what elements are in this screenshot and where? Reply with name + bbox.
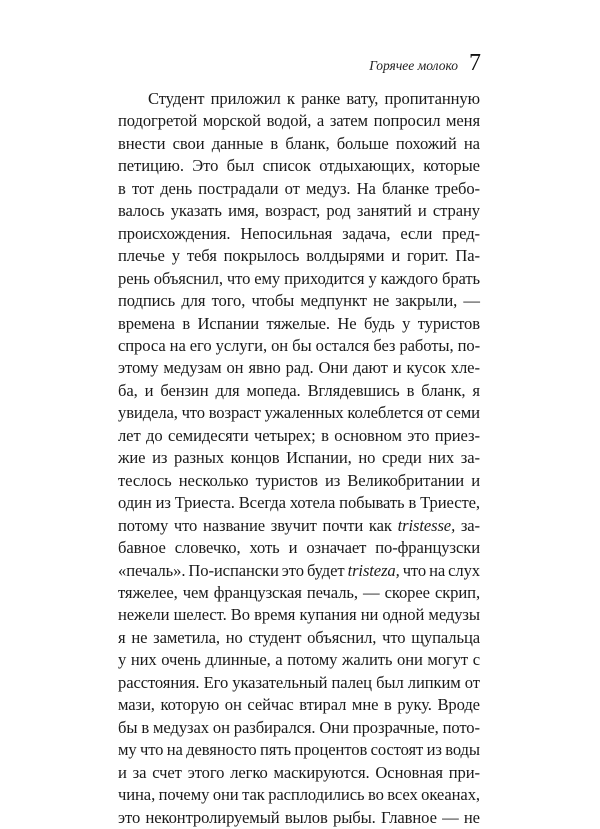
- word: медузы: [428, 605, 480, 625]
- word: хоть: [249, 538, 280, 558]
- word: руку.: [397, 695, 432, 715]
- word: за: [132, 762, 147, 782]
- word: задача,: [342, 223, 391, 243]
- word: каждого: [380, 268, 438, 288]
- word: что: [402, 560, 427, 580]
- word: tristeza,: [347, 560, 400, 580]
- word: а: [316, 111, 325, 131]
- word: тяжелее,: [118, 582, 178, 602]
- word: жалить: [342, 650, 393, 670]
- word: на: [429, 560, 446, 580]
- word: пять: [260, 740, 291, 760]
- word: му: [118, 740, 137, 760]
- word: попросил: [373, 111, 441, 131]
- word: пропитанную: [384, 89, 480, 108]
- word: на: [169, 335, 186, 355]
- word: кусок: [406, 358, 446, 378]
- word: он: [224, 695, 242, 715]
- word: почти: [322, 515, 364, 535]
- word: от: [464, 672, 480, 692]
- word: это: [118, 807, 141, 827]
- word: на: [463, 133, 480, 153]
- word: из: [324, 470, 341, 490]
- word: печаль,: [306, 582, 358, 602]
- word: от: [427, 403, 443, 423]
- text-line: [118, 313, 480, 335]
- word: маскируются.: [273, 762, 370, 782]
- running-title: Горячее молоко: [369, 58, 458, 73]
- word: прозрачные,: [352, 717, 439, 737]
- word: По-испански: [188, 560, 279, 580]
- word: чина,: [118, 785, 156, 805]
- word: и: [392, 358, 402, 378]
- text-line: [118, 470, 480, 492]
- word: девяносто: [186, 740, 257, 760]
- word: был: [226, 156, 255, 176]
- word: французская: [213, 582, 302, 602]
- word: возраст,: [265, 201, 321, 221]
- word: подпись: [118, 291, 176, 311]
- word: брать: [441, 268, 480, 288]
- word: лет: [118, 425, 141, 445]
- word: —: [442, 807, 459, 827]
- word: Непосильная: [240, 223, 333, 243]
- word: что: [139, 740, 164, 760]
- word: заметила,: [153, 627, 220, 647]
- word: Это: [192, 156, 219, 176]
- word: несколько: [178, 470, 249, 490]
- word: чтобы: [251, 291, 295, 311]
- word: у: [368, 268, 377, 288]
- word: Испании,: [286, 448, 352, 468]
- word: был: [376, 672, 404, 692]
- word: приез-: [434, 425, 480, 445]
- word: будет: [306, 560, 345, 580]
- word: студент: [248, 627, 302, 647]
- word: скорее: [384, 582, 430, 602]
- word: у: [118, 650, 127, 670]
- word: на: [166, 740, 183, 760]
- word: он: [226, 358, 244, 378]
- word: ему: [254, 268, 281, 288]
- word: которые: [423, 156, 480, 176]
- word: скрип,: [434, 582, 480, 602]
- word: Они: [318, 358, 348, 378]
- text-line: [118, 268, 480, 290]
- word: остался: [315, 335, 370, 355]
- word: Основная: [375, 762, 443, 782]
- word: семидесяти: [167, 425, 249, 445]
- word: состоят: [370, 740, 424, 760]
- word: волдырями: [306, 246, 385, 266]
- word: горит.: [407, 246, 449, 266]
- word: чем: [182, 582, 209, 602]
- word: время: [254, 605, 296, 625]
- word: из: [152, 448, 168, 468]
- word: шелест.: [173, 605, 227, 625]
- text-line: [118, 290, 480, 312]
- word: что: [382, 627, 406, 647]
- word: вылов: [284, 807, 328, 827]
- word: tristesse,: [397, 515, 456, 535]
- word: «печаль».: [118, 560, 186, 580]
- text-line: [118, 560, 480, 582]
- word: рыбы.: [333, 807, 376, 827]
- word: увидела,: [118, 403, 178, 423]
- text-line: [118, 515, 480, 537]
- word: семи: [446, 403, 480, 423]
- word: они: [212, 785, 239, 805]
- text-line: [118, 627, 480, 649]
- word: имя,: [228, 201, 259, 221]
- word: ранке: [301, 89, 341, 108]
- word: пото-: [442, 717, 480, 737]
- word: счет: [152, 762, 182, 782]
- word: расплодились: [268, 785, 365, 805]
- word: и: [471, 470, 480, 490]
- word: спроса: [118, 335, 166, 355]
- word: хотела: [289, 493, 336, 513]
- word: среди: [382, 448, 422, 468]
- word: медузах: [153, 717, 209, 737]
- word: что: [181, 403, 205, 423]
- word: ужаленных: [264, 403, 344, 423]
- word: из: [426, 740, 442, 760]
- word: и: [417, 201, 427, 221]
- word: требо-: [435, 178, 480, 198]
- word: —: [362, 582, 380, 602]
- word: бланк,: [421, 380, 466, 400]
- word: того,: [211, 291, 246, 311]
- word: всех: [387, 785, 418, 805]
- word: и: [391, 246, 401, 266]
- word: что: [226, 268, 251, 288]
- text-line: [118, 604, 480, 626]
- word: свои: [172, 133, 205, 153]
- word: и: [144, 380, 154, 400]
- word: рень: [118, 268, 150, 288]
- word: бланк,: [285, 133, 330, 153]
- word: купания: [299, 605, 357, 625]
- word: в: [321, 425, 329, 445]
- word: день: [160, 178, 193, 198]
- word: На: [356, 178, 376, 198]
- word: нежели: [118, 605, 170, 625]
- word: сейчас: [247, 695, 294, 715]
- word: внести: [118, 133, 166, 153]
- word: медузам: [163, 358, 222, 378]
- text-line: [118, 649, 480, 671]
- word: данные: [211, 133, 264, 153]
- word: вату,: [346, 89, 379, 108]
- word: Всегда: [238, 493, 286, 513]
- word: во: [367, 785, 384, 805]
- word: если: [400, 223, 433, 243]
- word: тяжелые.: [266, 313, 330, 333]
- word: них: [130, 650, 157, 670]
- text-line: [118, 88, 480, 110]
- word: тот: [131, 178, 155, 198]
- word: я: [118, 627, 126, 647]
- word: медуз.: [305, 178, 351, 198]
- word: по-французски: [375, 538, 480, 558]
- text-line: [118, 380, 480, 402]
- word: процентов: [294, 740, 368, 760]
- text-line: [118, 402, 480, 424]
- text-line: [118, 672, 480, 694]
- word: закрыли,: [395, 291, 458, 311]
- word: приложил: [210, 89, 281, 108]
- word: втирал: [299, 695, 347, 715]
- word: рад.: [285, 358, 314, 378]
- word: воды: [445, 740, 480, 760]
- word: туристов: [417, 313, 480, 333]
- word: означает: [306, 538, 367, 558]
- word: мне: [351, 695, 379, 715]
- word: будь: [363, 313, 395, 333]
- word: и: [118, 762, 127, 782]
- word: указательный: [232, 672, 328, 692]
- text-line: [118, 223, 480, 245]
- word: а: [275, 650, 283, 670]
- word: Главное: [380, 807, 437, 827]
- word: объяснил,: [153, 268, 223, 288]
- word: меня: [446, 111, 480, 131]
- word: звучит: [270, 515, 317, 535]
- word: словечко,: [174, 538, 241, 558]
- word: но: [225, 627, 243, 647]
- word: указать: [170, 201, 222, 221]
- word: бавное: [118, 538, 166, 558]
- word: что: [173, 515, 198, 535]
- word: петицию.: [118, 156, 184, 176]
- word: отдыхающих,: [319, 156, 415, 176]
- word: валось: [118, 201, 165, 221]
- word: времена: [118, 313, 175, 333]
- word: в: [182, 313, 191, 333]
- word: покрылось: [223, 246, 300, 266]
- word: пострадали: [198, 178, 279, 198]
- word: они: [397, 650, 423, 670]
- text-line: [118, 335, 480, 357]
- page-number: 7: [469, 50, 481, 76]
- word: водой,: [266, 111, 312, 131]
- word: разных: [174, 448, 224, 468]
- word: так: [242, 785, 265, 805]
- word: которую: [160, 695, 220, 715]
- word: —: [463, 291, 480, 311]
- running-head: [369, 51, 481, 75]
- word: бы: [292, 335, 312, 355]
- word: явно: [248, 358, 281, 378]
- word: при-: [448, 762, 480, 782]
- word: один: [118, 493, 152, 513]
- word: очень: [161, 650, 201, 670]
- word: в: [408, 493, 417, 513]
- word: для: [181, 291, 206, 311]
- word: слух: [448, 560, 480, 580]
- word: приходится: [284, 268, 365, 288]
- text-line: [118, 537, 480, 559]
- word: колеблется: [347, 403, 424, 423]
- word: Они: [319, 717, 349, 737]
- body-text: [118, 88, 480, 829]
- word: жие: [118, 448, 146, 468]
- word: разбирался.: [233, 717, 316, 737]
- word: туристов: [255, 470, 318, 490]
- word: род: [326, 201, 351, 221]
- word: плечье: [118, 246, 165, 266]
- word: больше: [336, 133, 389, 153]
- word: Триесте,: [420, 493, 480, 513]
- text-line: [118, 178, 480, 200]
- word: не: [463, 807, 480, 827]
- word: бы: [118, 717, 138, 737]
- word: занятий: [356, 201, 412, 221]
- word: его: [189, 335, 212, 355]
- word: за-: [460, 515, 480, 535]
- word: Во: [230, 605, 250, 625]
- text-line: [118, 492, 480, 514]
- word: щупальца: [411, 627, 480, 647]
- word: ни: [360, 605, 379, 625]
- word: возраст: [208, 403, 261, 423]
- word: мази,: [118, 695, 155, 715]
- word: потому: [287, 650, 338, 670]
- word: теслось: [118, 470, 172, 490]
- text-line: [118, 110, 480, 132]
- text-line: [118, 739, 480, 761]
- word: происхождения.: [118, 223, 231, 243]
- text-line: [118, 200, 480, 222]
- text-line: [118, 717, 480, 739]
- word: морской: [202, 111, 261, 131]
- word: по-: [457, 335, 480, 355]
- word: у: [402, 313, 411, 333]
- text-line: [118, 357, 480, 379]
- text-line: [118, 582, 480, 604]
- word: Его: [203, 672, 229, 692]
- word: в: [406, 380, 415, 400]
- word: я: [472, 380, 480, 400]
- word: в: [118, 178, 126, 198]
- word: пред-: [442, 223, 480, 243]
- word: это: [407, 425, 430, 445]
- text-line: [118, 133, 480, 155]
- word: Вглядевшись: [307, 380, 400, 400]
- word: подогретой: [118, 111, 198, 131]
- word: медпункт: [300, 291, 367, 311]
- word: длинные,: [205, 650, 271, 670]
- word: этому: [118, 358, 159, 378]
- word: мопеда.: [246, 380, 301, 400]
- text-line: [118, 447, 480, 469]
- word: бензин: [160, 380, 209, 400]
- word: почему: [158, 785, 210, 805]
- word: Па-: [455, 246, 480, 266]
- word: название: [202, 515, 266, 535]
- word: потому: [118, 515, 169, 535]
- word: это: [281, 560, 304, 580]
- word: у: [171, 246, 180, 266]
- word: за-: [460, 448, 480, 468]
- word: неконтролируемый: [145, 807, 280, 827]
- word: не: [373, 291, 390, 311]
- word: океанах,: [421, 785, 480, 805]
- word: до: [146, 425, 163, 445]
- text-line: [118, 425, 480, 447]
- word: из: [155, 493, 171, 513]
- word: объяснил,: [307, 627, 377, 647]
- text-line: [118, 155, 480, 177]
- word: ба,: [118, 380, 138, 400]
- word: и: [288, 538, 298, 558]
- word: но: [358, 448, 376, 468]
- text-line: [118, 762, 480, 784]
- word: Студент: [148, 89, 205, 108]
- word: легко: [230, 762, 268, 782]
- word: он: [271, 335, 289, 355]
- word: одной: [382, 605, 425, 625]
- word: палец: [331, 672, 372, 692]
- word: страну: [432, 201, 480, 221]
- word: работы,: [399, 335, 454, 355]
- word: в: [383, 695, 392, 715]
- word: Вроде: [437, 695, 480, 715]
- word: концов: [230, 448, 280, 468]
- word: Триеста.: [174, 493, 235, 513]
- text-line: [118, 245, 480, 267]
- word: он: [212, 717, 230, 737]
- word: с: [472, 650, 480, 670]
- word: в: [270, 133, 279, 153]
- word: Великобритании: [347, 470, 465, 490]
- word: для: [215, 380, 240, 400]
- word: как: [368, 515, 392, 535]
- text-line: [118, 694, 480, 716]
- word: без: [373, 335, 396, 355]
- word: затем: [329, 111, 368, 131]
- word: в: [141, 717, 150, 737]
- word: Испании: [197, 313, 260, 333]
- word: могут: [427, 650, 469, 670]
- word: не: [131, 627, 148, 647]
- word: похожий: [395, 133, 457, 153]
- word: липким: [407, 672, 461, 692]
- word: Не: [337, 313, 357, 333]
- word: тебя: [186, 246, 217, 266]
- text-line: [118, 784, 480, 806]
- word: расстояния.: [118, 672, 200, 692]
- word: список: [262, 156, 311, 176]
- word: бланке: [381, 178, 429, 198]
- word: от: [284, 178, 300, 198]
- word: хле-: [450, 358, 480, 378]
- word: побывать: [339, 493, 405, 513]
- text-line: [118, 807, 480, 829]
- word: этого: [187, 762, 225, 782]
- word: к: [286, 89, 295, 108]
- word: дают: [352, 358, 388, 378]
- word: основном: [334, 425, 402, 445]
- word: них: [428, 448, 455, 468]
- word: четырех;: [254, 425, 316, 445]
- word: услуги,: [215, 335, 268, 355]
